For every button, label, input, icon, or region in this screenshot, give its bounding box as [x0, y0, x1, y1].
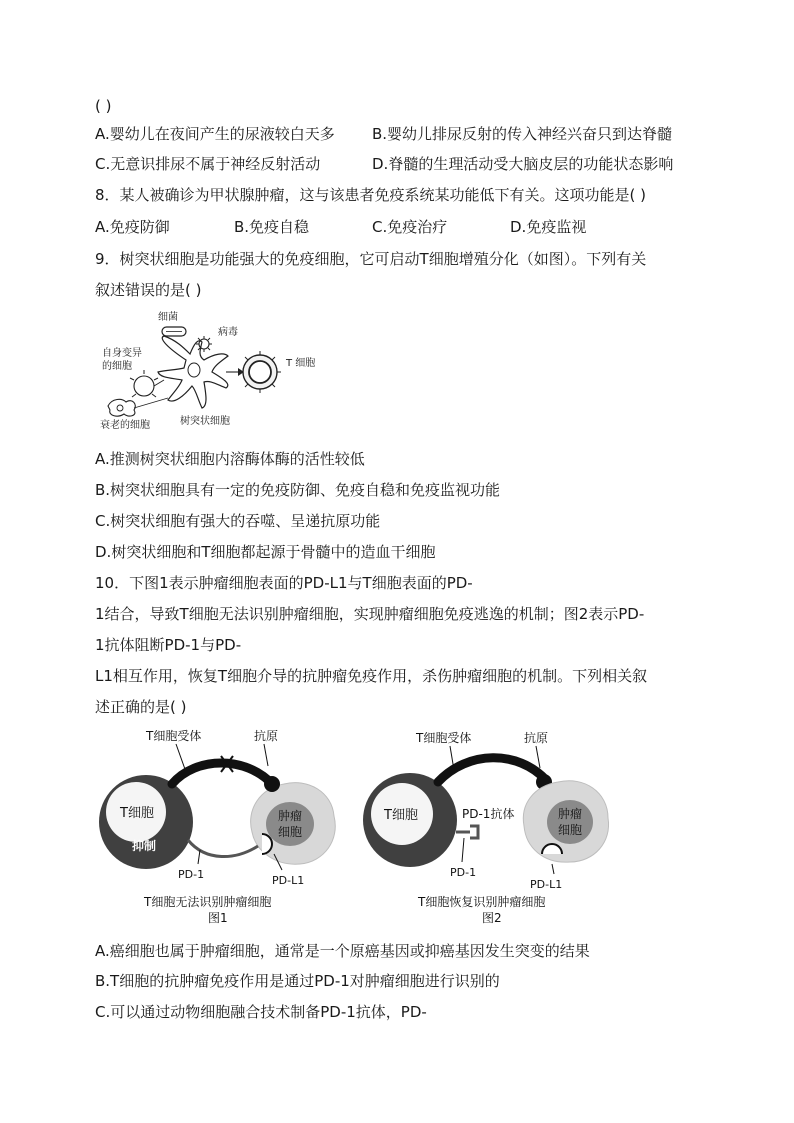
fig1-pd1-bond	[188, 840, 258, 857]
q9-option-d: D.树突状细胞和T细胞都起源于骨髓中的造血干细胞	[95, 543, 436, 561]
fig1-inhibit-label: 抑制	[132, 839, 157, 853]
q7-option-a: A.婴幼儿在夜间产生的尿液较白天多	[95, 125, 335, 143]
fig1-receptor-arc	[172, 763, 272, 784]
question-paren: ( )	[95, 97, 112, 115]
q9-stem-line1: 9．树突状细胞是功能强大的免疫细胞，它可启动T细胞增殖分化（如图）。下列有关	[95, 250, 647, 268]
q10-stem-line1: 10．下图1表示肿瘤细胞表面的PD-L1与T细胞表面的PD-	[95, 574, 473, 592]
figure-2	[358, 722, 618, 932]
fig1-receptor-label: T细胞受体	[146, 729, 202, 743]
q10-stem-line2: 1结合，导致T细胞无法识别肿瘤细胞，实现肿瘤细胞免疫逃逸的机制；图2表示PD-	[95, 605, 645, 623]
bacteria-label: 细菌	[158, 312, 178, 323]
fig2-receptor-arc	[438, 758, 546, 782]
q7-option-d: D.脊髓的生理活动受大脑皮层的功能状态影响	[372, 155, 674, 173]
q10-option-a: A.癌细胞也属于肿瘤细胞，通常是一个原癌基因或抑癌基因发生突变的结果	[95, 942, 590, 960]
fig1-antigen-label: 抗原	[254, 729, 279, 743]
mutated-cell-shape	[134, 376, 154, 396]
fig2-pdl1-label: PD-L1	[530, 878, 563, 891]
fig2-receptor-label: T细胞受体	[416, 731, 472, 745]
q10-stem-line4: L1相互作用，恢复T细胞介导的抗肿瘤免疫作用，杀伤肿瘤细胞的机制。下列相关叙	[95, 667, 648, 685]
fig1-caption: T细胞无法识别肿瘤细胞	[144, 895, 272, 909]
q9-option-c: C.树突状细胞有强大的吞噬、呈递抗原功能	[95, 512, 381, 530]
q8-stem: 8．某人被确诊为甲状腺肿瘤，这与该患者免疫系统某功能低下有关。这项功能是( )	[95, 186, 647, 204]
dendritic-cell-label: 树突状细胞	[180, 416, 230, 427]
q10-option-b: B.T细胞的抗肿瘤免疫作用是通过PD-1对肿瘤细胞进行识别的	[95, 972, 500, 990]
q7-option-b: B.婴幼儿排尿反射的传入神经兴奋只到达脊髓	[372, 125, 673, 143]
q8-option-b: B.免疫自稳	[234, 218, 310, 236]
q8-option-a: A.免疫防御	[95, 218, 170, 236]
dendritic-cell-shape	[158, 336, 228, 408]
fig2-tumor-label-line1: 肿瘤	[558, 807, 583, 821]
fig2-antibody-label: PD-1抗体	[462, 807, 515, 821]
mutated-cell-label-line2: 的细胞	[102, 361, 132, 372]
fig2-antibody-icon	[470, 826, 478, 838]
fig2-label: 图2	[482, 911, 502, 925]
q9-option-a: A.推测树突状细胞内溶酶体酶的活性较低	[95, 450, 365, 468]
mutated-cell-label-line1: 自身变异	[102, 348, 142, 359]
virus-label: 病毒	[218, 327, 238, 338]
fig2-antigen-label: 抗原	[524, 731, 549, 745]
dendritic-cell-figure	[98, 308, 338, 432]
q10-stem-line3: 1抗体阻断PD-1与PD-	[95, 636, 242, 654]
q9-option-b: B.树突状细胞具有一定的免疫防御、免疫自稳和免疫监视功能	[95, 481, 501, 499]
aging-cell-shape	[108, 399, 135, 416]
q7-option-c: C.无意识排尿不属于神经反射活动	[95, 155, 321, 173]
fig2-pd1-label: PD-1	[450, 866, 477, 879]
fig2-tumor-label-line2: 细胞	[558, 823, 583, 837]
fig2-t-cell-label: T细胞	[384, 808, 418, 823]
fig1-pd1-label: PD-1	[178, 868, 205, 881]
q8-option-d: D.免疫监视	[510, 218, 587, 236]
fig1-tumor-label-line2: 细胞	[278, 825, 303, 839]
figure-1	[96, 722, 346, 932]
q8-option-c: C.免疫治疗	[372, 218, 448, 236]
q10-option-c: C.可以通过动物细胞融合技术制备PD-1抗体，PD-	[95, 1003, 427, 1021]
q10-stem-line5: 述正确的是( )	[95, 698, 187, 716]
aging-cell-label: 衰老的细胞	[100, 420, 150, 431]
fig1-t-cell-label: T细胞	[120, 806, 154, 821]
fig1-label: 图1	[208, 911, 228, 925]
fig1-pdl1-label: PD-L1	[272, 874, 305, 887]
q9-stem-line2: 叙述错误的是( )	[95, 281, 202, 299]
t-cell-label: T 细胞	[286, 358, 316, 369]
fig1-tumor-label-line1: 肿瘤	[278, 809, 303, 823]
fig2-caption: T细胞恢复识别肿瘤细胞	[418, 895, 546, 909]
